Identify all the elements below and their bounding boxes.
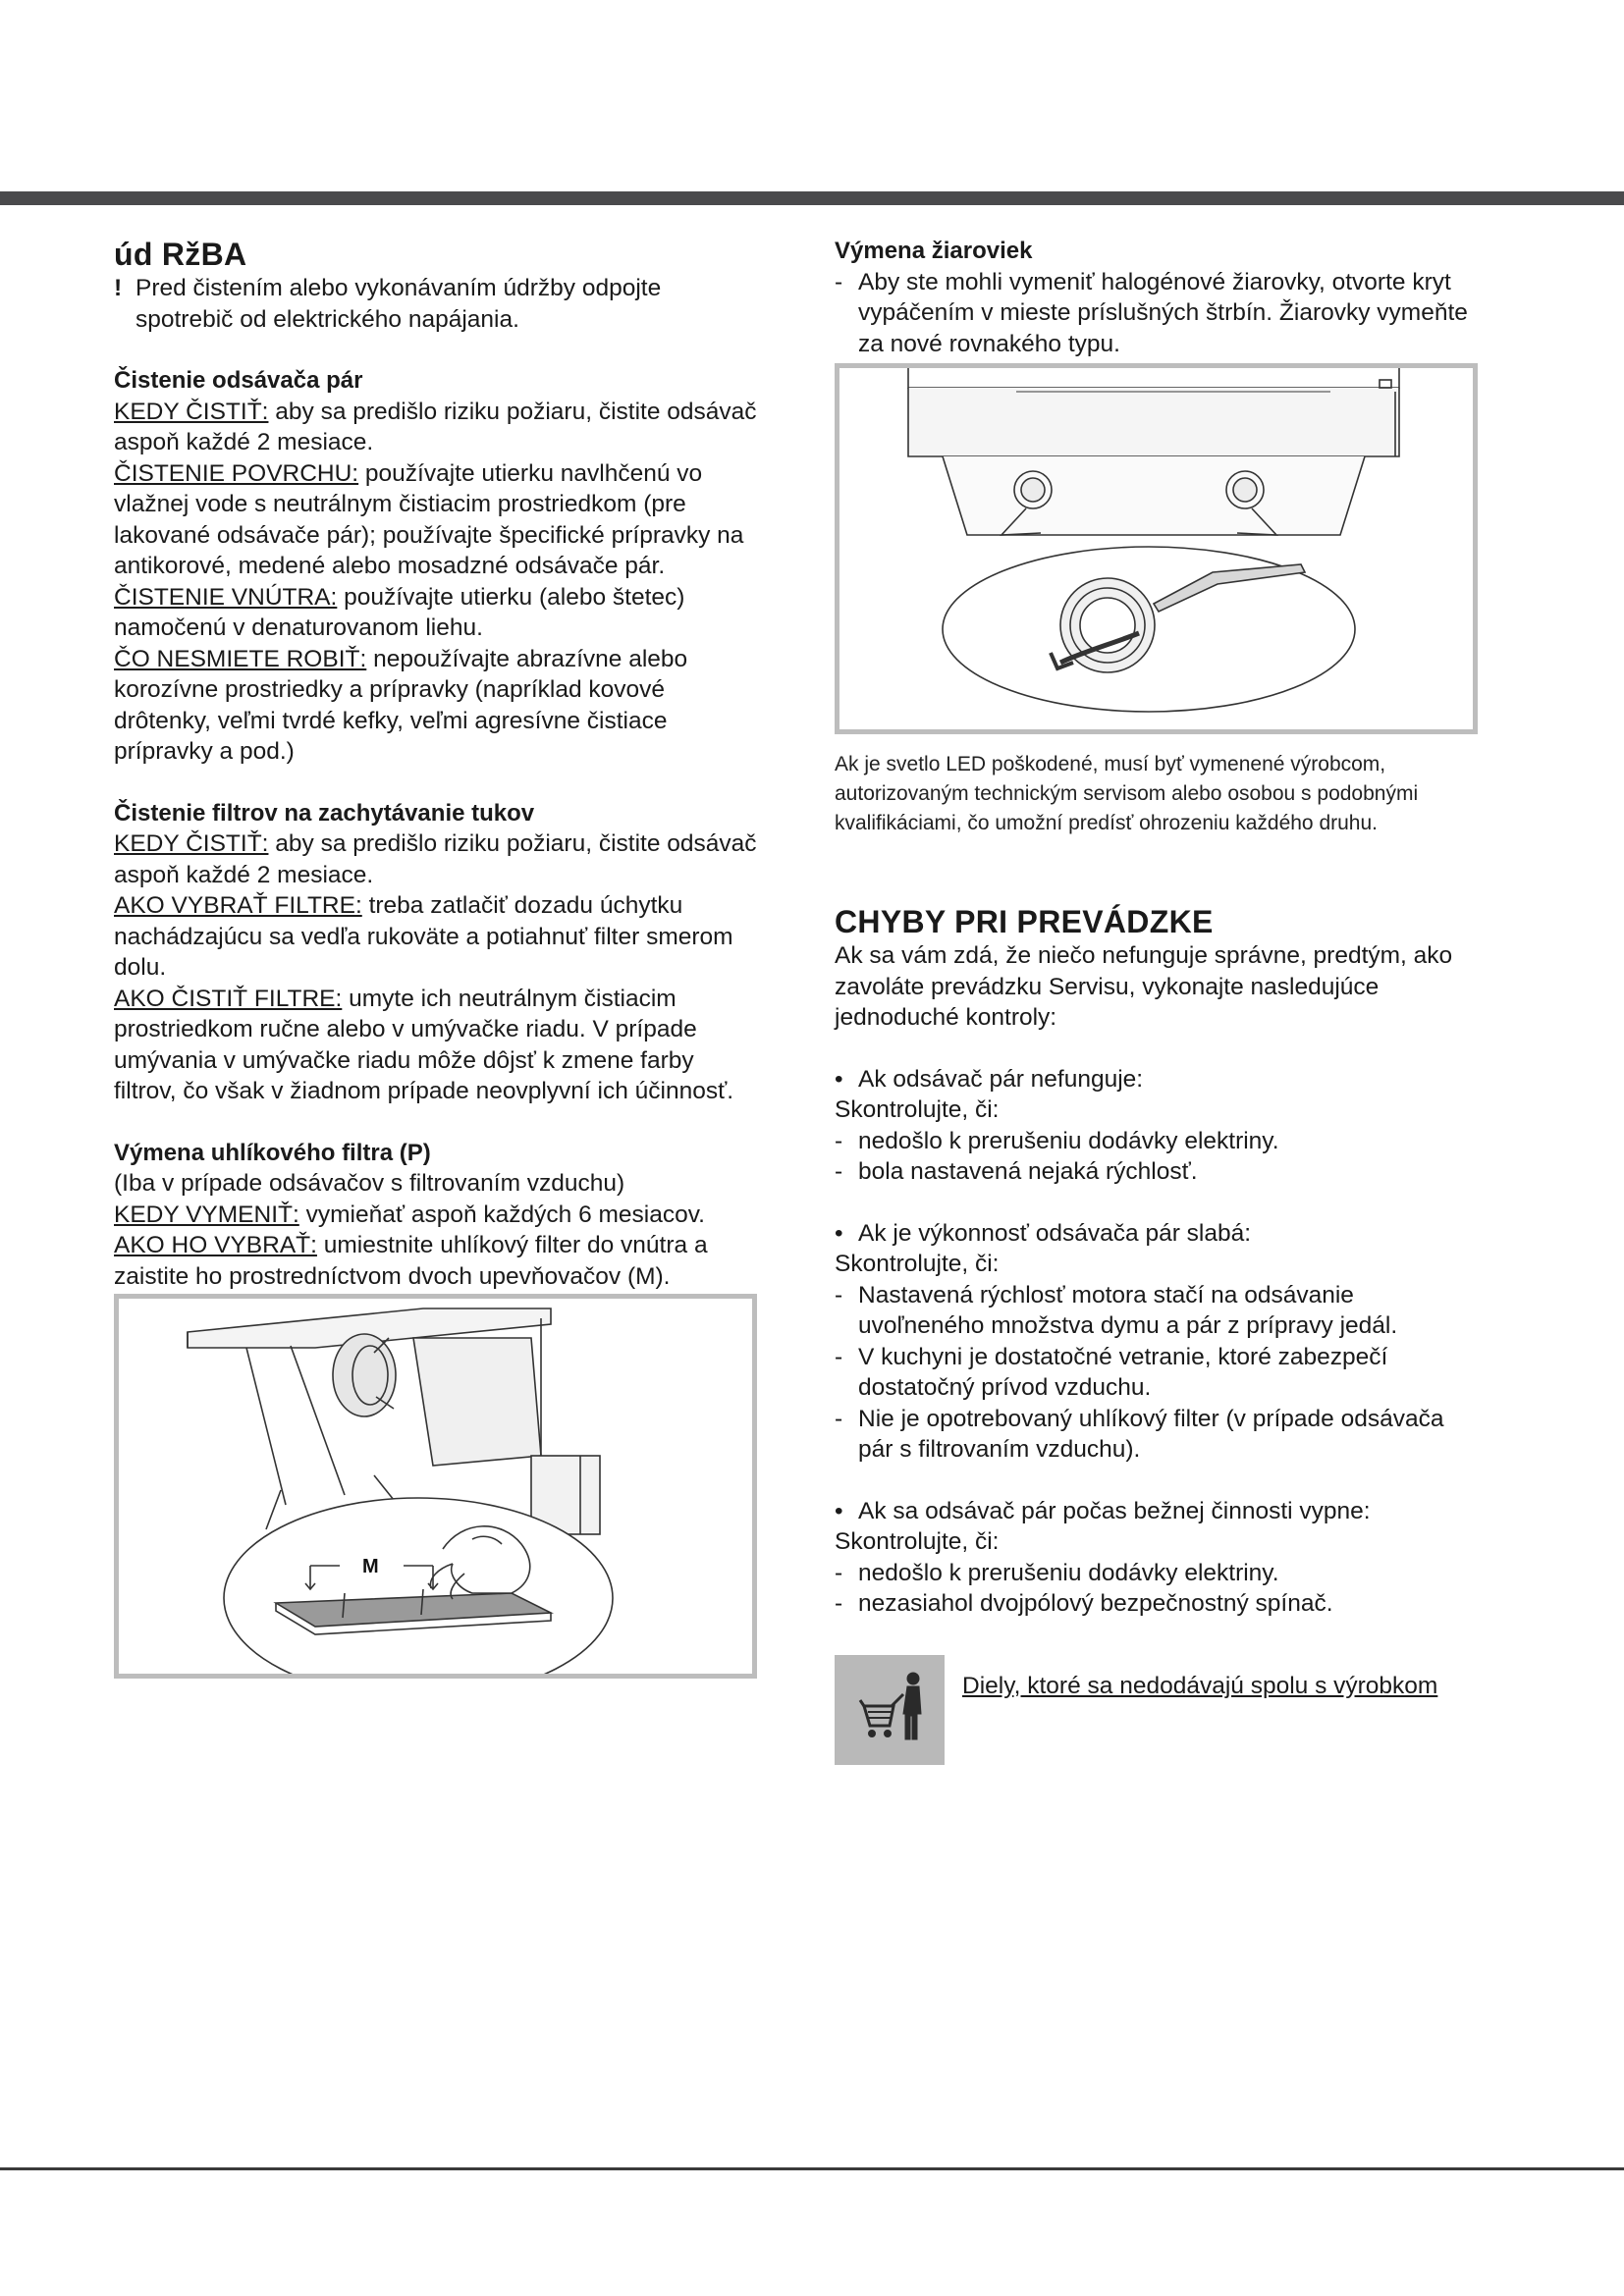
filter-clean-label: AKO ČISTIŤ FILTRE: [114,985,343,1012]
trouble-check: Skontrolujte, či: [835,1528,1000,1555]
trouble-group [835,1496,1483,1620]
dash: - [835,1405,843,1432]
hood-cleaning-heading: Čistenie odsávača pár [114,367,363,394]
filter-when-paragraph [114,828,762,890]
carbon-remove-label: AKO HO VYBRAŤ: [114,1232,317,1258]
trouble-group [835,1064,1483,1188]
warning-note [114,273,762,335]
carbon-when-label: KEDY VYMENIŤ: [114,1201,299,1228]
carbon-filter-figure [114,1294,757,1679]
dash: - [835,1343,843,1370]
trouble-item: V kuchyni je dostatočné vetranie, ktoré zabezpečí dostatočný prívod vzduchu. [858,1343,1388,1401]
left-column [114,236,762,1679]
carbon-when-text: vymieňať aspoň každých 6 mesiacov. [298,1201,705,1228]
header-bar [0,191,1624,205]
maintenance-title: úd RžBA [114,237,247,272]
trouble-item: nezasiahol dvojpólový bezpečnostný spínač. [858,1590,1333,1617]
lamp-figure [835,363,1478,734]
hood-inside-paragraph [114,582,762,644]
hood-dont-label: ČO NESMIETE ROBIŤ: [114,645,367,672]
trouble-check: Skontrolujte, či: [835,1251,1000,1277]
hood-surface-paragraph [114,458,762,582]
parts-note [835,1655,1483,1765]
filter-remove-paragraph [114,890,762,984]
bullet: • [835,1219,843,1247]
lamps-text: Aby ste mohli vymeniť halogénové žiarovky, otvorte kryt vypáčením v mieste príslušných štrbín. Žiarovky vymeňte za nové rovnakého typu. [858,268,1468,357]
footer-rule [0,2167,1624,2170]
dash: - [835,1281,843,1308]
hood-when-text: aby sa predišlo riziku požiaru, čistite odsávač aspoň každé 2 mesiace. [114,398,757,455]
filter-clean-text: umyte ich neutrálnym čistiacim prostriedkom ručne alebo v umývačke riadu. V prípade umývania v umývačke riadu môže dôjsť k zmene farby filtrov, čo však v žiadnom prípade neovplyvní ich účinnosť. [114,985,734,1104]
parts-link[interactable]: Diely, ktoré sa nedodávajú spolu s výrobkom [962,1672,1438,1699]
filter-remove-label: AKO VYBRAŤ FILTRE: [114,892,362,919]
troubleshooting-title: CHYBY PRI PREVÁDZKE [835,904,1214,939]
hood-inside-label: ČISTENIE VNÚTRA: [114,583,338,611]
lamps-dash: - [835,268,843,295]
filter-remove-text: treba zatlačiť dozadu úchytku nachádzajúcu sa vedľa rukoväte a potiahnuť filter smerom dolu. [114,892,733,981]
hood-inside-text: používajte utierku (alebo štetec) namočenú v denaturovanom liehu. [114,583,685,641]
carbon-when-paragraph [114,1200,762,1231]
dash: - [835,1158,843,1185]
carbon-filter-illustration [119,1299,752,1674]
figure-label-m: M [362,1556,379,1577]
hood-when-label: KEDY ČISTIŤ: [114,398,269,425]
lamps-instruction [835,267,1483,360]
bullet: • [835,1497,843,1524]
dash: - [835,1590,843,1617]
lamps-heading: Výmena žiaroviek [835,238,1033,264]
troubleshooting-intro: Ak sa vám zdá, že niečo nefunguje správne, predtým, ako zavoláte prevádzku Servisu, vykonajte nasledujúce jednoduché kontroly: [835,942,1453,1031]
trouble-item: nedošlo k prerušeniu dodávky elektriny. [858,1127,1279,1154]
shopping-cart-person-icon [835,1655,945,1765]
carbon-filter-note: (Iba v prípade odsávačov s filtrovaním vzduchu) [114,1170,625,1197]
right-column [835,236,1483,1765]
carbon-remove-text: umiestnite uhlíkový filter do vnútra a zaistite ho prostredníctvom dvoch upevňovačov (M). [114,1232,708,1290]
lamp-illustration [839,368,1473,729]
filter-when-text: aby sa predišlo riziku požiaru, čistite odsávač aspoň každé 2 mesiace. [114,830,757,888]
filter-clean-paragraph [114,984,762,1107]
hood-dont-paragraph [114,644,762,768]
trouble-condition: Ak je výkonnosť odsávača pár slabá: [858,1219,1252,1247]
trouble-item: bola nastavená nejaká rýchlosť. [858,1158,1198,1185]
led-note: Ak je svetlo LED poškodené, musí byť vymenené výrobcom, autorizovaným technickým servisom alebo osobou s podobnými kvalifikáciami, čo umožní predísť ohrozeniu každého druhu. [835,753,1419,834]
hood-when-paragraph [114,397,762,458]
dash: - [835,1559,843,1586]
trouble-item: Nie je opotrebovaný uhlíkový filter (v prípade odsávača pár s filtrovaním vzduchu). [858,1405,1444,1463]
trouble-group [835,1218,1483,1466]
carbon-remove-paragraph [114,1230,762,1292]
trouble-item: Nastavená rýchlosť motora stačí na odsávanie uvoľneného množstva dymu a pár z prípravy jedál. [858,1281,1398,1339]
trouble-item: nedošlo k prerušeniu dodávky elektriny. [858,1559,1279,1586]
hood-surface-label: ČISTENIE POVRCHU: [114,459,359,487]
trouble-check: Skontrolujte, či: [835,1096,1000,1123]
dash: - [835,1127,843,1154]
filter-cleaning-heading: Čistenie filtrov na zachytávanie tukov [114,799,535,827]
hood-surface-text: používajte utierku navlhčenú vo vlažnej vode s neutrálnym čistiacim prostriedkom (pre lakované odsávače pár); používajte špecifické prípravky na antikorové, medené alebo mosadzné odsávače pár. [114,459,744,579]
bullet: • [835,1065,843,1093]
warning-text: Pred čistením alebo vykonávaním údržby odpojte spotrebič od elektrického napájania. [135,275,662,333]
filter-when-label: KEDY ČISTIŤ: [114,830,269,857]
carbon-filter-heading: Výmena uhlíkového filtra (P) [114,1139,431,1166]
warning-mark: ! [114,275,123,301]
hood-dont-text: nepoužívajte abrazívne alebo korozívne prostriedky a prípravky (napríklad kovové drôtenky, veľmi tvrdé kefky, veľmi agresívne čistiace prípravky a pod.) [114,645,688,765]
trouble-condition: Ak sa odsávač pár počas bežnej činnosti vypne: [858,1497,1371,1524]
trouble-condition: Ak odsávač pár nefunguje: [858,1065,1144,1093]
